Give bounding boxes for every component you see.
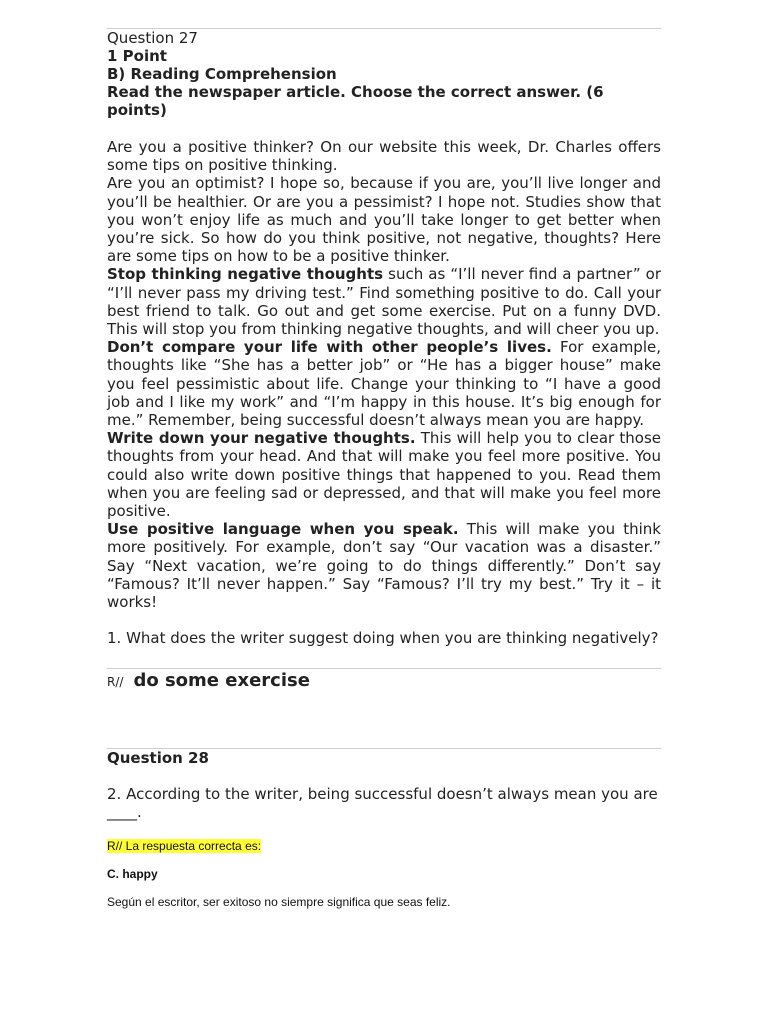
question-points: 1 Point <box>107 47 167 65</box>
tip-body: This will make you think more positively. For example, don’t say “Our vacation was a disaster.” Say “Next vacation, we’re going to do things differently.” Don’t say “Famous? It’ll never happen.” Say “Famous? I’ll try my best.” Try it – it works! <box>107 520 661 612</box>
question-1-text: 1. What does the writer suggest doing when you are thinking negatively? <box>107 629 659 648</box>
section-title: B) Reading Comprehension <box>107 65 337 83</box>
tip-body: This will help you to clear those thoughts from your head. And that will make you feel more positive. You could also write down positive things that happened to you. Read them when you are feeling sad or depressed, and that will make you feel more positive. <box>107 429 661 521</box>
question-27-header <box>107 29 661 119</box>
divider <box>107 668 661 669</box>
document-page <box>107 0 661 909</box>
answer-text: do some exercise <box>133 670 310 692</box>
article-tip <box>107 338 661 429</box>
article-tip <box>107 429 661 520</box>
tip-heading: Write down your negative thoughts. <box>107 429 416 448</box>
tip-body: For example, thoughts like “She has a better job” or “He has a bigger house” make you feel pessimistic about life. Change your thinking to “I have a good job and I like my work” and “I’m happy in this house. It’s big enough for me.” Remember, being successful doesn’t always mean you are happy. <box>107 338 661 430</box>
tip-heading: Stop thinking negative thoughts <box>107 265 384 284</box>
tip-body: such as “I’ll never find a partner” or “I’ll never pass my driving test.” Find something positive to do. Call your best friend to talk. Go out and get some exercise. Put on a funny DVD. This will stop you from thinking negative thoughts, and will cheer you up. <box>107 265 661 339</box>
answer-1 <box>107 670 661 691</box>
highlighted-label: R// La respuesta correcta es: <box>107 839 262 854</box>
article-paragraph: Are you a positive thinker? On our website this week, Dr. Charles offers some tips on positive thinking. <box>107 138 661 175</box>
answer-explanation: Según el escritor, ser exitoso no siempre significa que seas feliz. <box>107 895 451 910</box>
article-tip <box>107 520 661 611</box>
question-2-text: 2. According to the writer, being successful doesn’t always mean you are ____. <box>107 785 658 822</box>
tip-heading: Don’t compare your life with other people’s lives. <box>107 338 552 357</box>
answer-label <box>107 839 661 853</box>
article-paragraph: Are you an optimist? I hope so, because if you are, you’ll live longer and you’ll be healthier. Or are you a pessimist? I hope not. Studies show that you won’t enjoy life as much and you’ll take longer to get better when you’re sick. So how do you think positive, not negative, thoughts? Here are some tips on how to be a positive thinker. <box>107 174 661 266</box>
question-28-title: Question 28 <box>107 749 209 768</box>
instructions: Read the newspaper article. Choose the correct answer. (6 points) <box>107 83 604 119</box>
answer-choice: C. happy <box>107 867 158 882</box>
tip-heading: Use positive language when you speak. <box>107 520 459 539</box>
article-tip <box>107 265 661 338</box>
newspaper-article <box>107 138 661 611</box>
question-title: Question 27 <box>107 29 198 47</box>
answer-prefix: R// <box>107 675 124 690</box>
